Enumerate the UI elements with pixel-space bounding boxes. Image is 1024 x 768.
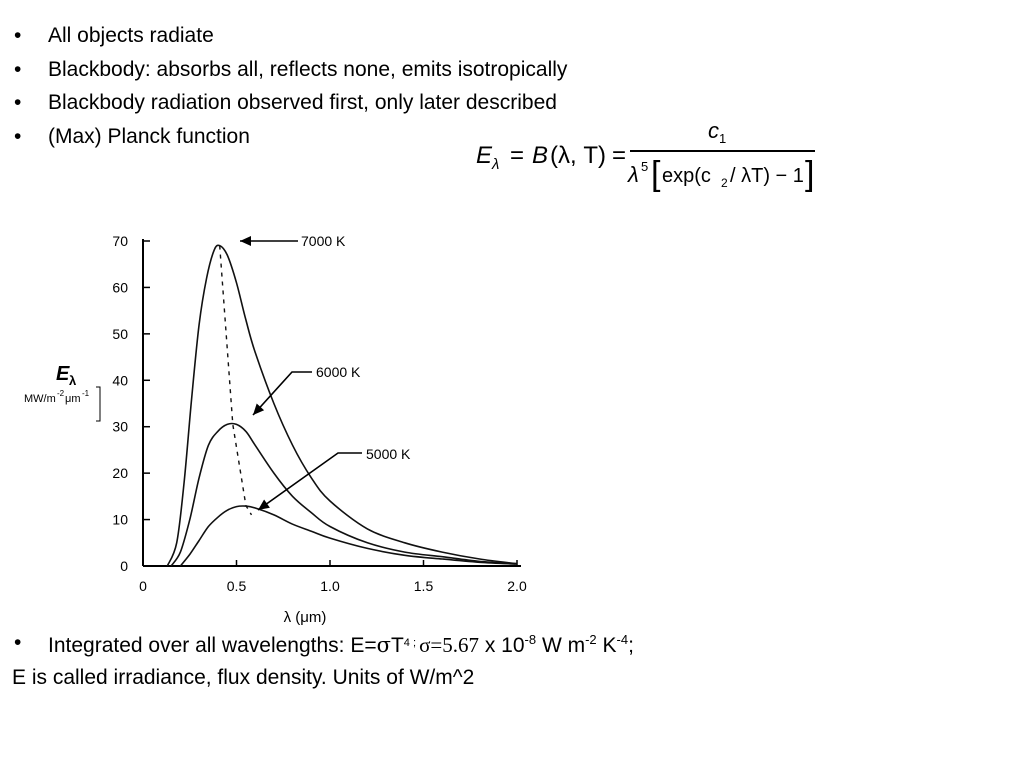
x-tick-label: 1.0	[320, 578, 340, 594]
y-tick-label: 60	[112, 279, 128, 296]
integrated-times: x 10	[479, 634, 525, 657]
annotation-label: 5000 K	[366, 446, 411, 462]
annotation-label: 6000 K	[316, 364, 361, 380]
annotation-arrowhead	[240, 236, 251, 246]
formula-B: B	[532, 142, 549, 169]
integrated-exp-neg2: -2	[585, 632, 597, 647]
formula-bracket-left: [	[651, 155, 661, 193]
annotation-label: 7000 K	[301, 233, 346, 249]
x-tick-label: 0.5	[226, 578, 247, 594]
formula-equals-1: =	[510, 142, 525, 169]
y-tick-label: 40	[112, 372, 128, 389]
bullet-text: All objects radiate	[48, 24, 214, 47]
y-tick-label: 50	[112, 325, 128, 342]
integrated-K: K	[596, 634, 617, 657]
chart-axes	[143, 239, 521, 566]
y-tick-label: 10	[112, 511, 128, 528]
irradiance-note: E is called irradiance, flux density. Units of W/m^2	[12, 666, 475, 689]
integrated-T: T	[390, 634, 404, 657]
integrated-semicolon: ;	[409, 637, 420, 649]
annotation-arrowhead	[258, 500, 270, 511]
y-axis-label-sub: λ	[69, 373, 77, 388]
formula-denominator-body: exp(c	[662, 165, 711, 187]
formula-numerator-sub: 1	[719, 131, 727, 146]
wien-displacement-line	[220, 246, 252, 515]
y-tick-label: 0	[120, 558, 128, 574]
integrated-bullet	[0, 629, 1000, 659]
y-tick-label: 70	[112, 233, 128, 249]
integrated-prefix: Integrated over all wavelengths: E=	[48, 634, 377, 657]
bullet-text: (Max) Planck function	[48, 124, 250, 148]
bullet-item	[0, 22, 720, 56]
chart-curves	[167, 245, 517, 566]
formula-denominator-rest: / λT) − 1	[730, 165, 804, 187]
formula-denominator-exp: 5	[641, 159, 649, 174]
bullet-text: Blackbody: absorbs all, reflects none, emits isotropically	[48, 57, 568, 81]
bullet-dot: •	[14, 631, 22, 654]
formula-lhs: E	[476, 142, 493, 169]
integrated-exp-neg4: -4	[616, 632, 629, 647]
curve-7000k	[167, 245, 517, 566]
bullet-dot: •	[14, 124, 22, 148]
y-axis-units-um-exp: -1	[82, 389, 90, 398]
integrated-text	[48, 629, 634, 660]
planck-formula	[470, 116, 820, 198]
formula-denominator-c-sub: 2	[721, 176, 728, 190]
integrated-sigma-value: σ=5.67	[419, 633, 480, 657]
chart-annotations	[240, 233, 411, 510]
y-axis-units-um: μm	[65, 393, 81, 405]
x-axis-label: λ (μm)	[283, 609, 327, 626]
integrated-end: ;	[628, 634, 634, 657]
planck-chart	[20, 225, 540, 630]
x-tick-label: 2.0	[507, 578, 527, 594]
formula-args: (λ, T)	[550, 142, 606, 169]
y-tick-label: 20	[112, 465, 128, 482]
y-axis-label: E	[56, 363, 70, 385]
formula-numerator: c	[708, 118, 719, 143]
bullet-dot: •	[14, 57, 22, 81]
y-axis-units-bracket	[96, 387, 100, 421]
x-tick-label: 0	[139, 578, 147, 594]
formula-bracket-right: ]	[805, 155, 815, 193]
annotation-arrow	[258, 453, 362, 510]
bullet-dot: •	[14, 91, 22, 115]
integrated-W: W m	[536, 634, 586, 657]
bullet-text: Blackbody radiation observed first, only later described	[48, 91, 557, 115]
integrated-T-exp: 4	[403, 637, 410, 649]
formula-denominator-lambda: λ	[628, 162, 639, 187]
formula-lhs-sub: λ	[492, 156, 500, 173]
bullet-item	[0, 56, 720, 90]
chart-ticks	[112, 233, 527, 594]
y-axis-units-exp: -2	[57, 389, 65, 398]
curve-6000k	[171, 424, 517, 567]
y-tick-label: 30	[112, 418, 128, 435]
integrated-sigma: σ	[376, 633, 391, 657]
integrated-exp-neg8: -8	[524, 632, 537, 647]
y-axis-units: MW/m	[24, 393, 56, 405]
chart-wien-line	[220, 246, 252, 515]
x-tick-label: 1.5	[413, 578, 434, 594]
bullet-dot: •	[14, 24, 22, 47]
formula-equals-2: =	[612, 142, 627, 169]
